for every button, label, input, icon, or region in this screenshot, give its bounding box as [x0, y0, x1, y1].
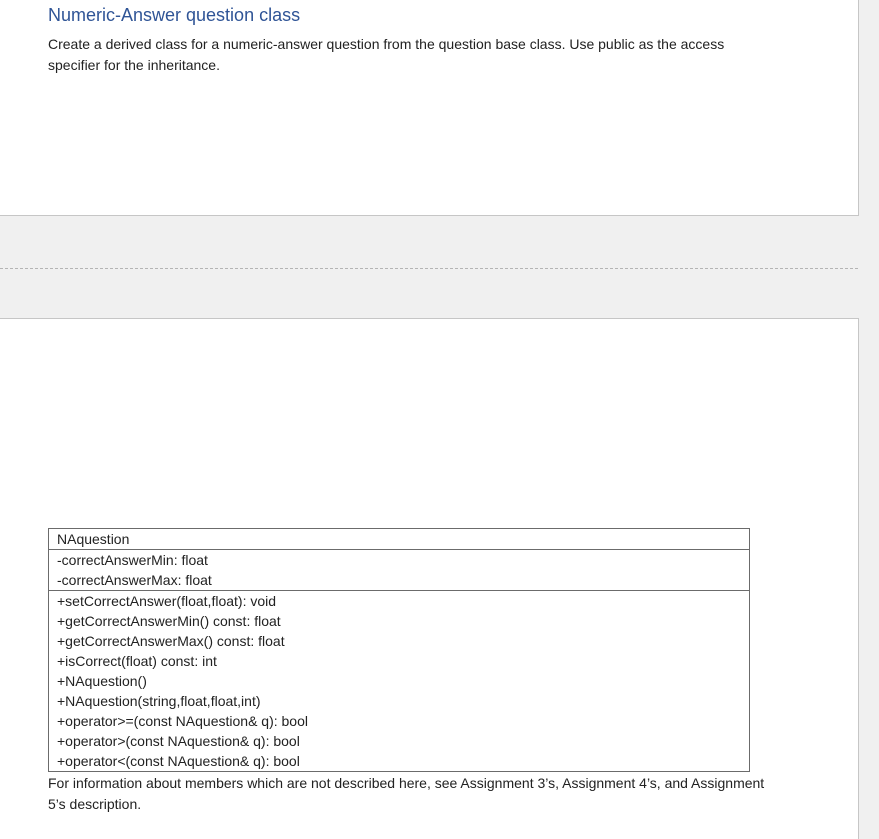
- footnote-paragraph: For information about members which are not described here, see Assignment 3’s, Assignment 4’s, and Assignment 5’s description.: [48, 775, 765, 812]
- uml-method: +isCorrect(float) const: int: [57, 653, 217, 669]
- uml-class-diagram: [48, 528, 750, 772]
- uml-method: +operator<(const NAquestion& q): bool: [57, 753, 300, 769]
- document-page-top: [0, 0, 859, 216]
- uml-method: +NAquestion(string,float,float,int): [57, 693, 261, 709]
- uml-methods-section: [49, 590, 749, 771]
- uml-method: +getCorrectAnswerMin() const: float: [57, 613, 281, 629]
- uml-attribute: -correctAnswerMin: float: [57, 552, 208, 568]
- uml-class-name: NAquestion: [57, 531, 130, 547]
- section-heading: Numeric-Answer question class: [48, 5, 301, 25]
- uml-class-name-section: [49, 529, 749, 549]
- uml-method: +getCorrectAnswerMax() const: float: [57, 633, 285, 649]
- page-break-divider: [0, 268, 858, 269]
- intro-paragraph: Create a derived class for a numeric-answer question from the question base class. Use public as the access specifier for the inheritance.: [48, 36, 725, 73]
- uml-method: +operator>=(const NAquestion& q): bool: [57, 713, 308, 729]
- uml-attributes-section: [49, 549, 749, 590]
- uml-attribute: -correctAnswerMax: float: [57, 572, 212, 588]
- uml-method: +NAquestion(): [57, 673, 147, 689]
- uml-method: +operator>(const NAquestion& q): bool: [57, 733, 300, 749]
- uml-method: +setCorrectAnswer(float,float): void: [57, 593, 277, 609]
